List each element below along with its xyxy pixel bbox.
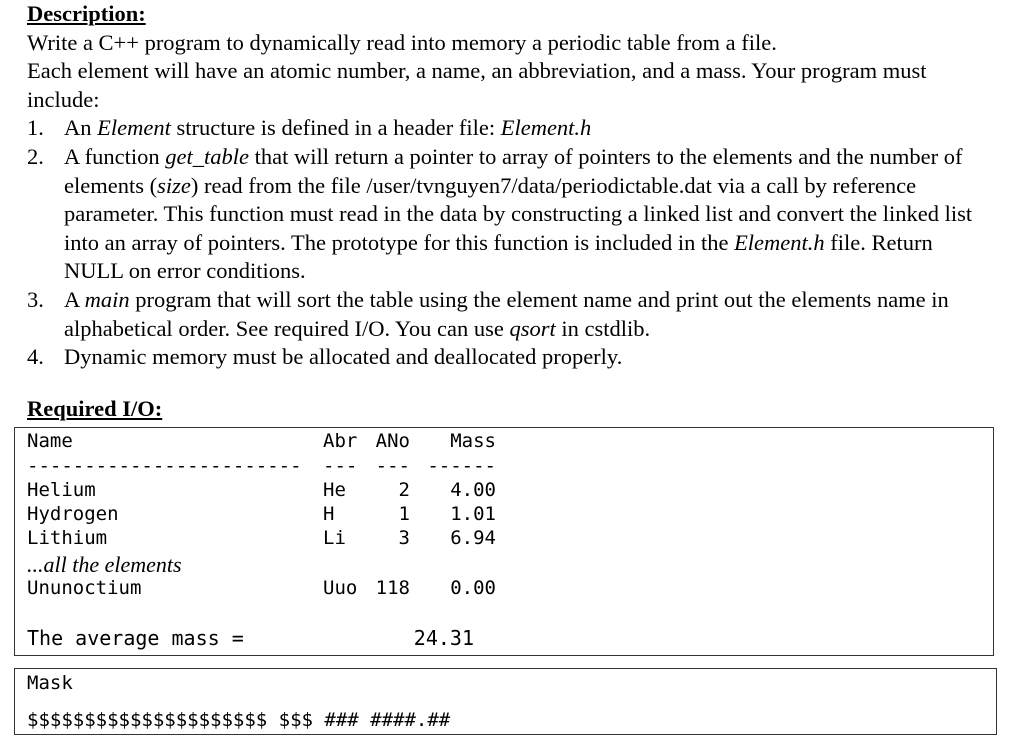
average-value: 24.31 bbox=[413, 626, 474, 650]
dash-mass: ------ bbox=[427, 455, 496, 477]
mask-value: $$$$$$$$$$$$$$$$$$$$$ $$$ ### ####.## bbox=[27, 709, 451, 731]
header-mass: Mass bbox=[450, 430, 496, 452]
header-name: Name bbox=[27, 430, 73, 452]
mask-label: Mask bbox=[27, 672, 73, 694]
description-heading: Description: bbox=[27, 1, 146, 26]
requirement-item: 1. An Element structure is defined in a header file: Element.h bbox=[27, 115, 592, 141]
average-label: The average mass = bbox=[27, 626, 244, 650]
dash-name: ------------------------ bbox=[27, 455, 302, 477]
description-section bbox=[27, 0, 997, 372]
header-ano: ANo bbox=[375, 430, 410, 452]
header-abr: Abr bbox=[323, 430, 358, 452]
intro-line-1: Write a C++ program to dynamically read into memory a periodic table from a file. bbox=[27, 29, 777, 55]
intro-line-2: Each element will have an atomic number, a name, an abbreviation, and a mass. Your program must include: bbox=[27, 58, 927, 112]
requirement-item: 4. Dynamic memory must be allocated and deallocated properly. bbox=[27, 344, 623, 370]
requirement-item: 3. A main program that will sort the table using the element name and print out the elements name in alphabetical order. See required I/O. You can use qsort in cstdlib. bbox=[27, 286, 949, 341]
required-io-heading: Required I/O: bbox=[27, 396, 163, 421]
dash-abr: --- bbox=[323, 455, 358, 477]
ellipsis-note: ...all the elements bbox=[27, 552, 182, 577]
dash-ano: --- bbox=[375, 455, 410, 477]
requirement-item: 2. A function get_table that will return a pointer to array of pointers to the elements and the number of elements (size) read from the file /user/tvnguyen7/data/periodictable.dat via a call by reference parameter. This function must read in the data by constructing a linked list and convert the linked list into an array of pointers. The prototype for this function is included in the Element.h file. Return NULL on error conditions. bbox=[27, 143, 973, 284]
